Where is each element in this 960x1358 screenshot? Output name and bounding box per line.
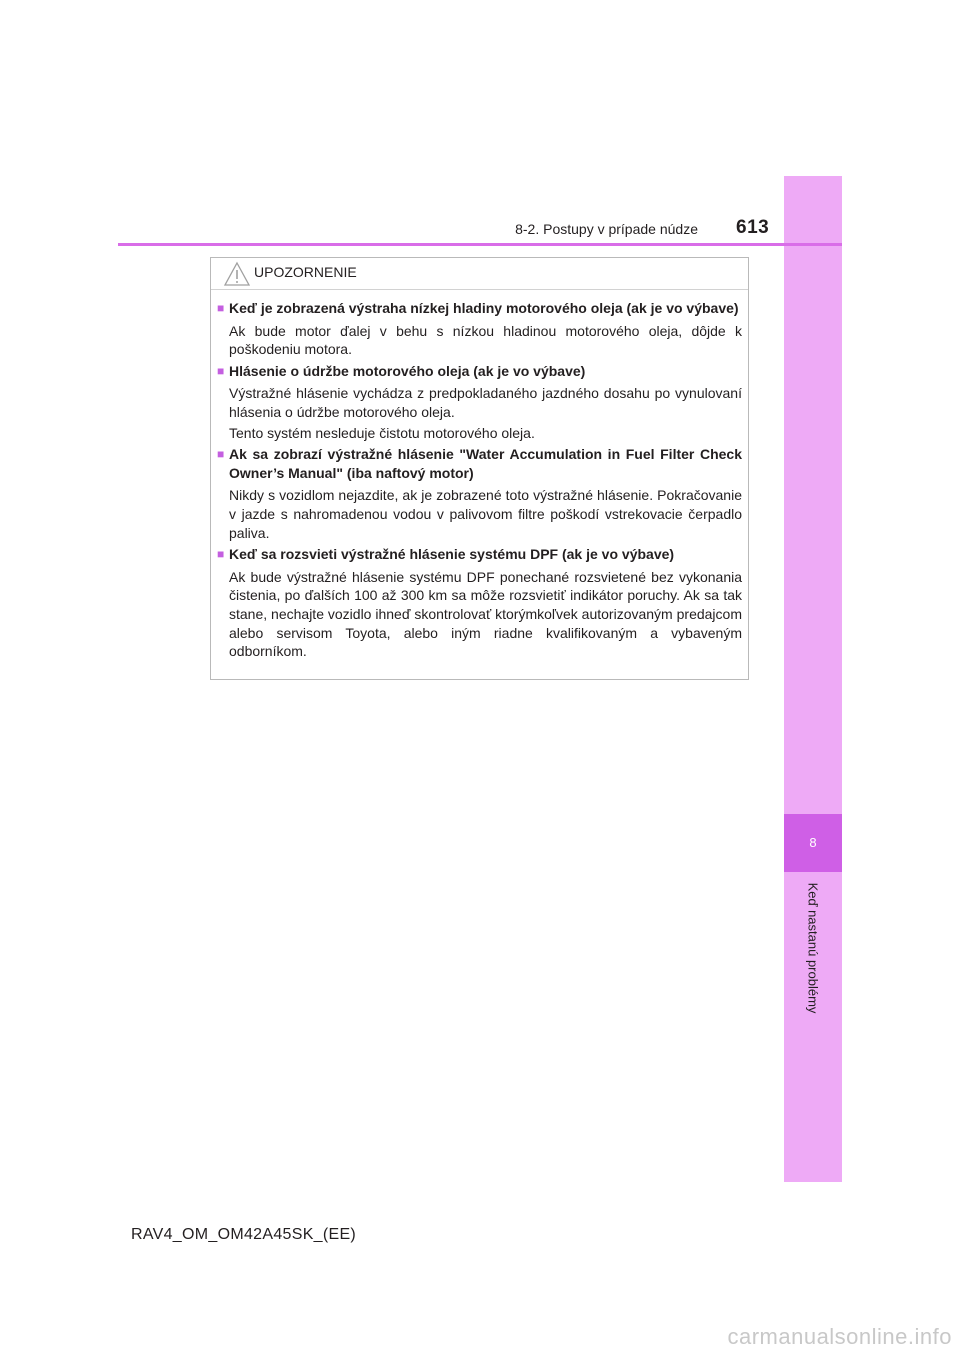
caution-body <box>217 296 742 663</box>
caution-item-text: Ak bude výstražné hlásenie systému DPF ponechané rozsvietené bez vykonania čistenia, po ďalších 100 až 300 km sa môže rozsvietiť indikátor poruchy. Ak sa tak stane, nechajte vozidlo ihneď skontrolovať ktorýmkoľvek autorizovaným predajcom alebo servisom Toyota, alebo iným riadne kvalifikovaným a vybaveným odborníkom. <box>229 568 742 660</box>
square-bullet-icon: ■ <box>217 547 225 562</box>
caution-item-text: Výstražné hlásenie vychádza z predpokladaného jazdného dosahu po vynulovaní hlásenia o údržbe motorového oleja. <box>229 385 742 420</box>
side-tab <box>784 176 842 1182</box>
caution-item <box>217 362 742 442</box>
square-bullet-icon: ■ <box>217 363 225 378</box>
square-bullet-icon: ■ <box>217 301 225 315</box>
caution-item <box>217 545 742 661</box>
caution-title: UPOZORNENIE <box>254 264 357 280</box>
caution-item-heading <box>217 299 742 318</box>
page-number: 613 <box>736 217 770 238</box>
caution-title-bar <box>211 258 748 290</box>
document-code: RAV4_OM_OM42A45SK_(EE) <box>131 1226 357 1243</box>
caution-item-text: Tento systém nesleduje čistotu motorového oleja. <box>229 424 535 441</box>
caution-item-text: Ak bude motor ďalej v behu s nízkou hladinou motorového oleja, dôjde k poškodeniu motora. <box>229 322 742 358</box>
caution-item-heading <box>217 362 742 381</box>
caution-item <box>217 299 742 359</box>
caution-item <box>217 445 742 542</box>
caution-item-text: Nikdy s vozidlom nejazdite, ak je zobrazené toto výstražné hlásenie. Pokračovanie v jazde s nahromadenou vodou v palivovom filtre poškodí vstrekovacie čerpadlo paliva. <box>229 487 742 541</box>
section-title: 8-2. Postupy v prípade núdze <box>515 221 698 237</box>
chapter-number[interactable]: 8 <box>784 814 842 872</box>
caution-item-heading <box>217 445 742 482</box>
caution-item-heading-text: Keď je zobrazená výstraha nízkej hladiny motorového oleja (ak je vo výbave) <box>229 300 739 316</box>
caution-item-heading <box>217 545 742 564</box>
chapter-title: Keď nastanú problémy <box>805 882 821 1014</box>
header-divider <box>118 243 842 246</box>
caution-box <box>210 257 749 680</box>
watermark: carmanualsonline.info <box>727 1324 952 1349</box>
warning-triangle-icon <box>223 261 251 287</box>
caution-item-heading-text: Ak sa zobrazí výstražné hlásenie "Water Accumulation in Fuel Filter Check Owner’s Manual" (iba naftový motor) <box>229 446 742 481</box>
caution-item-heading-text: Hlásenie o údržbe motorového oleja (ak je vo výbave) <box>229 362 586 379</box>
square-bullet-icon: ■ <box>217 447 225 462</box>
caution-item-heading-text: Keď sa rozsvieti výstražné hlásenie systému DPF (ak je vo výbave) <box>229 546 675 563</box>
